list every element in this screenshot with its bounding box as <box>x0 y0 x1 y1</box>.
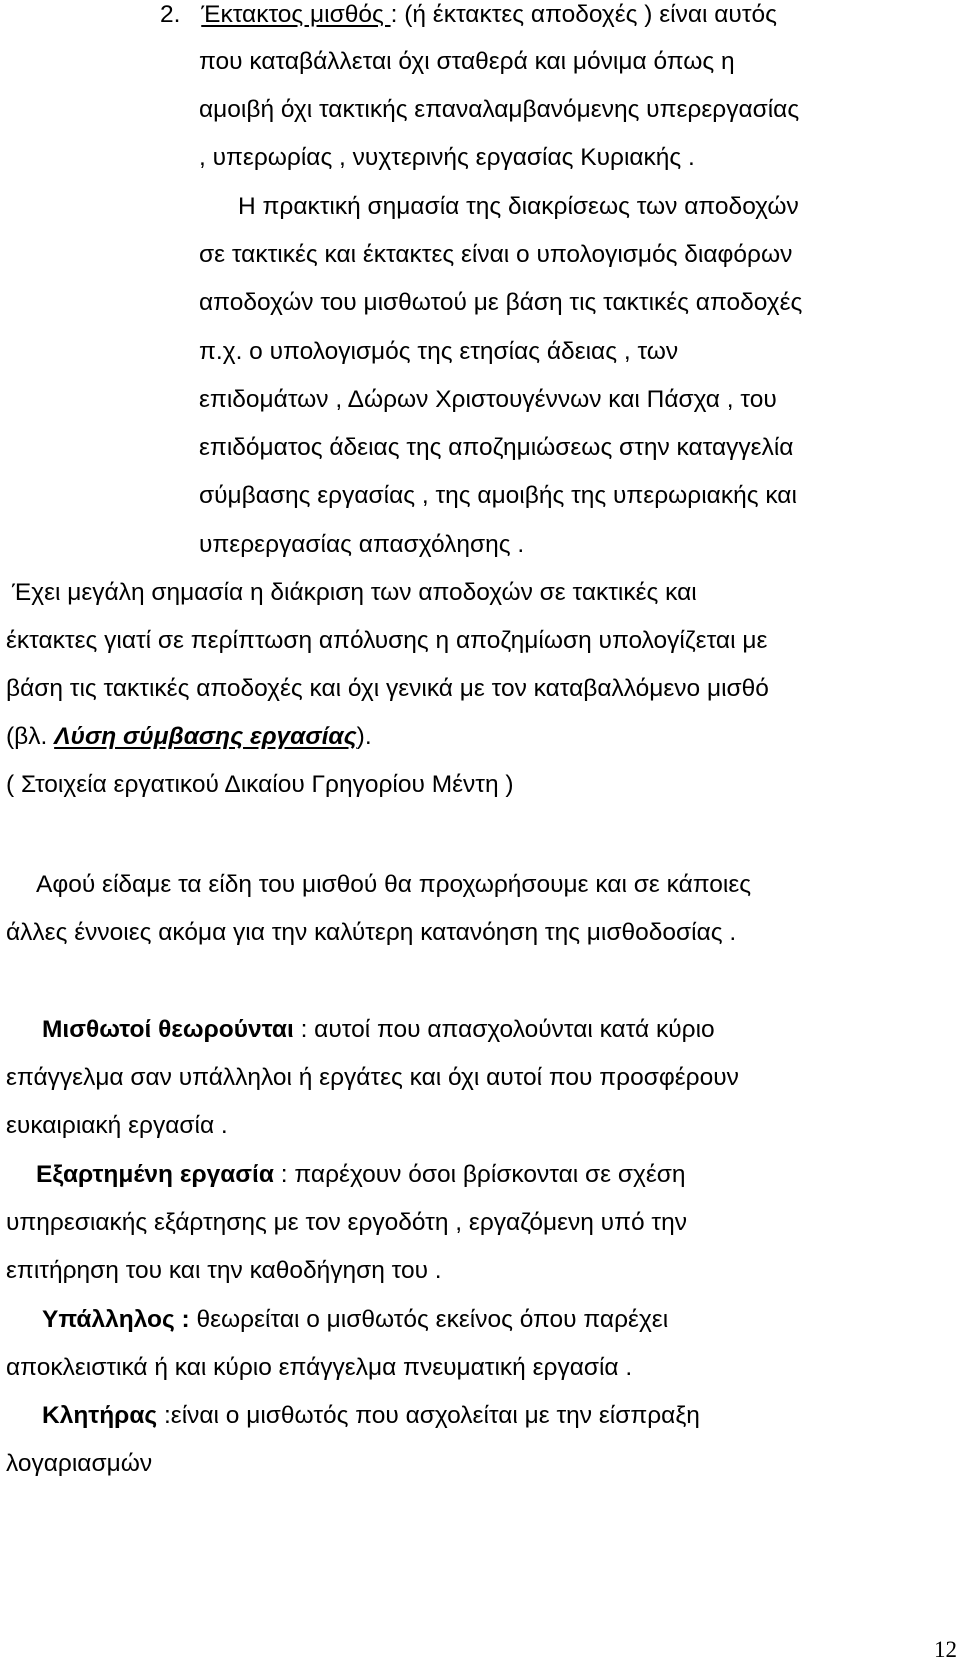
definition-line: ευκαιριακή εργασία . <box>6 1112 228 1139</box>
intro-line: άλλες έννοιες ακόμα για την καλύτερη κατανόηση της μισθοδοσίας . <box>6 919 737 946</box>
item2-line: αμοιβή όχι τακτικής επαναλαμβανόμενης υπερεργασίας <box>199 96 800 123</box>
reference-prefix: (βλ. <box>6 723 55 750</box>
item2-line: , υπερωρίας , νυχτερινής εργασίας Κυριακής . <box>199 144 695 171</box>
reference-link[interactable]: Λύση σύμβασης εργασίας <box>54 723 357 750</box>
definition-text: :είναι ο μισθωτός που ασχολείται με την είσπραξη <box>157 1402 700 1429</box>
definition-line: αποκλειστικά ή και κύριο επάγγελμα πνευματική εργασία . <box>6 1354 633 1381</box>
definition-dependent-work <box>36 1160 686 1190</box>
importance-line: Έχει μεγάλη σημασία η διάκριση των αποδοχών σε τακτικές και <box>12 579 697 606</box>
item2-definition: : (ή έκτακτες αποδοχές ) είναι αυτός <box>390 1 777 28</box>
definition-line: επάγγελμα σαν υπάλληλοι ή εργάτες και όχι αυτοί που προσφέρουν <box>6 1064 739 1091</box>
definition-line: επιτήρηση του και την καθοδήγηση του . <box>6 1257 442 1284</box>
intro-line: Αφού είδαμε τα είδη του μισθού θα προχωρήσουμε και σε κάποιες <box>36 871 752 898</box>
practical-line: σε τακτικές και έκτακτες είναι ο υπολογισμός διαφόρων <box>199 241 793 268</box>
practical-line: σύμβασης εργασίας , της αμοιβής της υπερωριακής και <box>199 482 797 509</box>
item2-term: Έκτακτος μισθός <box>201 1 391 28</box>
practical-line: Η πρακτική σημασία της διακρίσεως των αποδοχών <box>238 193 799 220</box>
definition-employees <box>42 1015 715 1045</box>
definition-bailiff <box>42 1401 700 1431</box>
definition-line: λογαριασμών <box>6 1450 153 1477</box>
practical-line: επιδομάτων , Δώρων Χριστουγέννων και Πάσχα , του <box>199 386 777 413</box>
importance-line: έκτακτες γιατί σε περίπτωση απόλυσης η αποζημίωση υπολογίζεται με <box>6 627 768 654</box>
definition-text: θεωρείται ο μισθωτός εκείνος όπου παρέχει <box>189 1306 669 1333</box>
definition-line: υπηρεσιακής εξάρτησης με τον εργοδότη , εργαζόμενη υπό την <box>6 1209 687 1236</box>
definition-clerk <box>42 1305 668 1335</box>
source-citation: ( Στοιχεία εργατικού Δικαίου Γρηγορίου Μέντη ) <box>6 771 514 798</box>
practical-line: π.χ. ο υπολογισμός της ετησίας άδειας , των <box>199 338 679 365</box>
definition-text: : παρέχουν όσοι βρίσκονται σε σχέση <box>273 1161 686 1188</box>
definition-term: Εξαρτημένη εργασία <box>36 1161 274 1188</box>
definition-term: Κλητήρας <box>42 1402 158 1429</box>
importance-reference-line <box>6 722 372 752</box>
item2-line: που καταβάλλεται όχι σταθερά και μόνιμα όπως η <box>199 48 735 75</box>
definition-text: : αυτοί που απασχολούνται κατά κύριο <box>293 1016 715 1043</box>
importance-line: βάση τις τακτικές αποδοχές και όχι γενικά με τον καταβαλλόμενο μισθό <box>6 675 769 702</box>
definition-term: Υπάλληλος : <box>42 1306 190 1333</box>
practical-line: αποδοχών του μισθωτού με βάση τις τακτικές αποδοχές <box>199 289 803 316</box>
item2-number: 2. <box>160 1 181 28</box>
reference-suffix: ). <box>356 723 372 750</box>
definition-term: Μισθωτοί θεωρούνται <box>42 1016 294 1043</box>
item2-first-line <box>160 0 777 30</box>
practical-line: υπερεργασίας απασχόλησης . <box>199 531 525 558</box>
page-number: 12 <box>934 1637 957 1662</box>
practical-line: επιδόματος άδειας της αποζημιώσεως στην καταγγελία <box>199 434 794 461</box>
